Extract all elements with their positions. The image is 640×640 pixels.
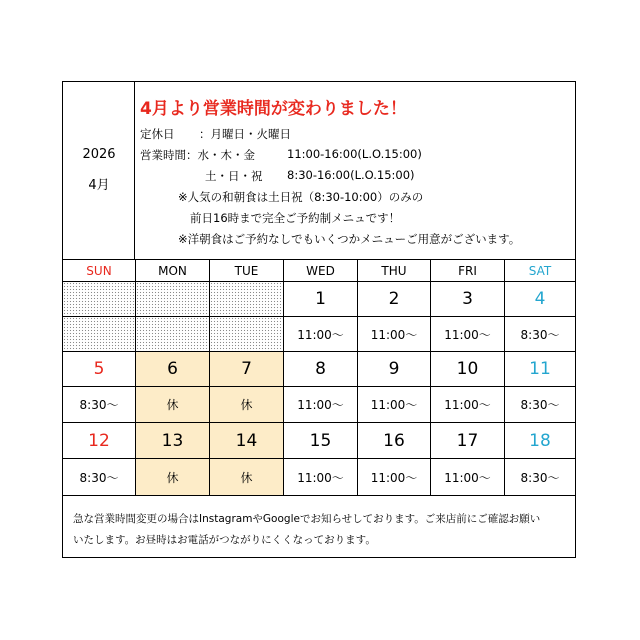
info-panel — [135, 82, 575, 259]
closed-days-label: 定休日 — [140, 127, 175, 141]
hours-cell: 8:30～ — [505, 459, 575, 496]
hours-cell: 11:00～ — [358, 387, 431, 423]
hours-weekday: 11:00-16:00(L.O.15:00) — [287, 147, 422, 161]
date-cell: 16 — [358, 423, 431, 459]
empty-date-cell — [63, 282, 136, 317]
hours-cell: 11:00～ — [431, 459, 505, 496]
day-header-fri: FRI — [431, 259, 505, 282]
date-cell: 10 — [431, 352, 505, 387]
closed-days-value: ：月曜日・火曜日 — [199, 127, 291, 141]
hours-cell: 11:00～ — [431, 387, 505, 423]
hours-cell: 8:30～ — [505, 317, 575, 352]
date-cell: 15 — [284, 423, 358, 459]
date-cell: 11 — [505, 352, 575, 387]
empty-date-cell — [136, 282, 210, 317]
header — [63, 82, 575, 259]
closed-cell: 休 — [210, 387, 284, 423]
date-cell: 2 — [358, 282, 431, 317]
day-header-sun: SUN — [63, 259, 136, 282]
hours-cell: 11:00～ — [284, 459, 358, 496]
date-cell: 4 — [505, 282, 575, 317]
hours-cell: 8:30～ — [63, 459, 136, 496]
empty-hours-cell — [210, 317, 284, 352]
footer-notice — [63, 496, 575, 557]
hours-cell: 11:00～ — [431, 317, 505, 352]
hours-cell: 11:00～ — [284, 387, 358, 423]
closed-cell: 休 — [210, 459, 284, 496]
date-cell: 5 — [63, 352, 136, 387]
date-cell: 13 — [136, 423, 210, 459]
day-header-sat: SAT — [505, 259, 575, 282]
hours-cell: 11:00～ — [358, 459, 431, 496]
hours-cell: 11:00～ — [358, 317, 431, 352]
hours-cell: 8:30～ — [505, 387, 575, 423]
date-cell: 8 — [284, 352, 358, 387]
day-header-wed: WED — [284, 259, 358, 282]
date-cell: 14 — [210, 423, 284, 459]
date-cell: 9 — [358, 352, 431, 387]
empty-hours-cell — [63, 317, 136, 352]
calendar-frame — [62, 81, 576, 558]
date-cell: 6 — [136, 352, 210, 387]
hours-cell: 8:30～ — [63, 387, 136, 423]
year-column — [63, 82, 135, 259]
day-header-thu: THU — [358, 259, 431, 282]
note-breakfast: ※人気の和朝食は土日祝（8:30-10:00）のみの — [178, 190, 424, 204]
announcement-title: 4月より営業時間が変わりました！ — [140, 99, 407, 119]
closed-cell: 休 — [136, 459, 210, 496]
hours-weekend-days: 土・日・祝 — [205, 169, 263, 183]
date-cell: 1 — [284, 282, 358, 317]
date-cell: 12 — [63, 423, 136, 459]
day-header-tue: TUE — [210, 259, 284, 282]
date-cell: 18 — [505, 423, 575, 459]
hours-cell: 11:00～ — [284, 317, 358, 352]
calendar-grid — [63, 259, 575, 496]
date-cell: 17 — [431, 423, 505, 459]
footer-line-1: 急な営業時間変更の場合はInstagramやGoogleでお知らせしております。ご来店前にご確認お願い — [73, 513, 541, 525]
footer-line-2: いたします。お昼時はお電話がつながりにくくなっております。 — [73, 534, 376, 546]
empty-date-cell — [210, 282, 284, 317]
month: 4月 — [88, 178, 110, 193]
note-reservation: 前日16時まで完全ご予約制メニュです！ — [190, 211, 401, 225]
hours-label: 営業時間：水・木・金 — [140, 148, 255, 162]
day-header-mon: MON — [136, 259, 210, 282]
date-cell: 7 — [210, 352, 284, 387]
note-western-breakfast: ※洋朝食はご予約なしでもいくつかメニューご用意がございます。 — [178, 232, 521, 246]
hours-weekend: 8:30-16:00(L.O.15:00) — [287, 168, 415, 182]
date-cell: 3 — [431, 282, 505, 317]
closed-cell: 休 — [136, 387, 210, 423]
empty-hours-cell — [136, 317, 210, 352]
year: 2026 — [82, 147, 116, 162]
